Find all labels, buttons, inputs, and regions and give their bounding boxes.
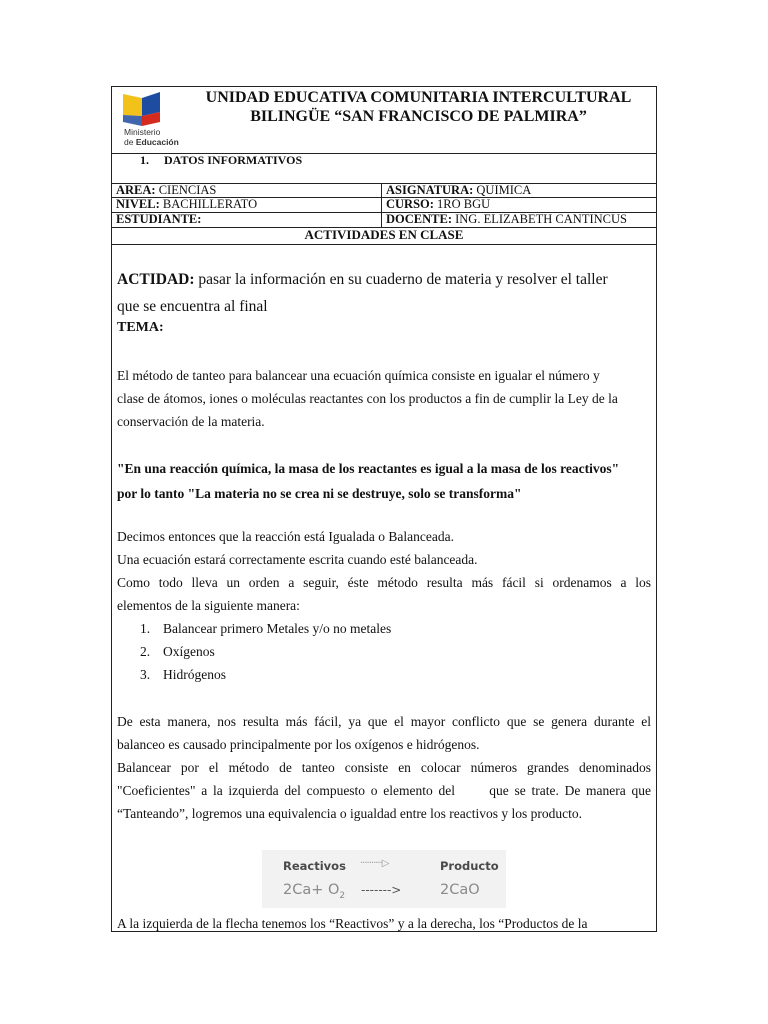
logo-text-bold: Educación <box>135 137 179 147</box>
nivel-value: BACHILLERATO <box>162 197 258 211</box>
actidad-block <box>117 266 651 320</box>
formula-arrow: -------> <box>361 883 402 897</box>
formula-right: 2CaO <box>440 882 480 898</box>
area-value: CIENCIAS <box>158 183 217 197</box>
nivel-cell <box>116 197 257 211</box>
formula-subscript: 2 <box>339 890 346 901</box>
curso-value: 1RO BGU <box>437 197 491 211</box>
section-title-text: DATOS INFORMATIVOS <box>164 153 303 167</box>
asignatura-cell <box>386 183 531 197</box>
p4-line2: "Coeficientes" a la izquierda del compuesto o elemento del que se trate. De manera que <box>117 783 651 798</box>
producto-label: Producto <box>440 859 499 873</box>
order-list <box>140 617 391 686</box>
list-item-text: Hidrógenos <box>163 667 226 682</box>
p2-line3: Como todo lleva un orden a seguir, éste método resulta más fácil si ordenamos a los <box>117 575 651 590</box>
list-item-number: 3. <box>140 667 151 682</box>
area-label: AREA: <box>116 183 159 197</box>
list-item-text: Oxígenos <box>163 644 215 659</box>
p4-line1: Balancear por el método de tanteo consiste en colocar números grandes denominados <box>117 760 651 775</box>
formula-left <box>283 882 345 901</box>
nivel-label: NIVEL: <box>116 197 163 211</box>
list-item <box>140 617 391 640</box>
actidad-line2: que se encuentra al final <box>117 298 268 315</box>
reaction-diagram <box>262 850 506 908</box>
school-name-line1: UNIDAD EDUCATIVA COMUNITARIA INTERCULTURAL <box>205 89 632 106</box>
area-cell <box>116 183 216 197</box>
quote-line1: "En una reacción química, la masa de los reactantes es igual a la masa de los reactivos" <box>117 461 620 476</box>
ministerio-logo <box>118 88 180 150</box>
quote-line2: por lo tanto "La materia no se crea ni se destruye, solo se transforma" <box>117 486 522 501</box>
docente-value: ING. ELIZABETH CANTINCUS <box>455 212 627 226</box>
logo-text-line1: Ministerio <box>124 127 161 137</box>
docente-label: DOCENTE: <box>386 212 456 226</box>
formula-left-text: 2Ca+ O <box>283 882 340 898</box>
list-item-number: 2. <box>140 644 151 659</box>
paragraph-conflicto <box>117 710 651 825</box>
actidad-label: ACTIDAD: <box>117 271 199 288</box>
quote-block <box>117 456 651 506</box>
p2-line2: Una ecuación estará correctamente escrita cuando esté balanceada. <box>117 552 478 567</box>
curso-label: CURSO: <box>386 197 438 211</box>
list-item <box>140 640 391 663</box>
p2-line4: elementos de la siguiente manera: <box>117 598 300 613</box>
p1-line3: conservación de la materia. <box>117 414 265 429</box>
p1-line2: clase de átomos, iones o moléculas reactantes con los productos a fin de cumplir la Ley de la <box>117 391 618 406</box>
p2-line1: Decimos entonces que la reacción está Igualada o Balanceada. <box>117 529 454 544</box>
docente-cell <box>386 212 627 226</box>
paragraph-tanteo <box>117 364 651 433</box>
school-name-line2: BILINGÜE “SAN FRANCISCO DE PALMIRA” <box>250 108 587 125</box>
list-item <box>140 663 391 686</box>
section-number: 1. <box>140 153 149 167</box>
activities-title: ACTIVIDADES EN CLASE <box>304 227 464 242</box>
estudiante-label: ESTUDIANTE: <box>116 212 202 226</box>
table-rule <box>180 86 657 87</box>
paragraph-balanceada <box>117 525 651 617</box>
asignatura-label: ASIGNATURA: <box>386 183 477 197</box>
reactivos-label: Reactivos <box>283 859 346 873</box>
estudiante-cell <box>116 212 201 226</box>
table-divider <box>381 183 382 227</box>
p3-line1: De esta manera, nos resulta más fácil, ya que el mayor conflicto que se genera durante el <box>117 714 651 729</box>
list-item-number: 1. <box>140 621 151 636</box>
actidad-line1: pasar la información en su cuaderno de materia y resolver el taller <box>198 271 608 288</box>
p3-line2: balanceo es causado principalmente por los oxígenos e hidrógenos. <box>117 737 480 752</box>
school-name <box>180 88 657 126</box>
last-line: A la izquierda de la flecha tenemos los “Reactivos” y a la derecha, los “Productos de la <box>117 916 588 931</box>
list-item-text: Balancear primero Metales y/o no metales <box>163 621 392 636</box>
section-title <box>140 153 302 168</box>
tema-label: TEMA: <box>117 320 164 335</box>
curso-cell <box>386 197 490 211</box>
p4-line3: “Tanteando”, logremos una equivalencia o igualdad entre los reactivos y los producto. <box>117 806 583 821</box>
asignatura-value: QUIMICA <box>476 183 532 197</box>
table-rule <box>111 244 657 245</box>
logo-text-prefix: de <box>124 137 136 147</box>
dotted-arrow-icon: ··········▷ <box>360 858 389 869</box>
p1-line1: El método de tanteo para balancear una ecuación química consiste en igualar el número y <box>117 368 600 383</box>
